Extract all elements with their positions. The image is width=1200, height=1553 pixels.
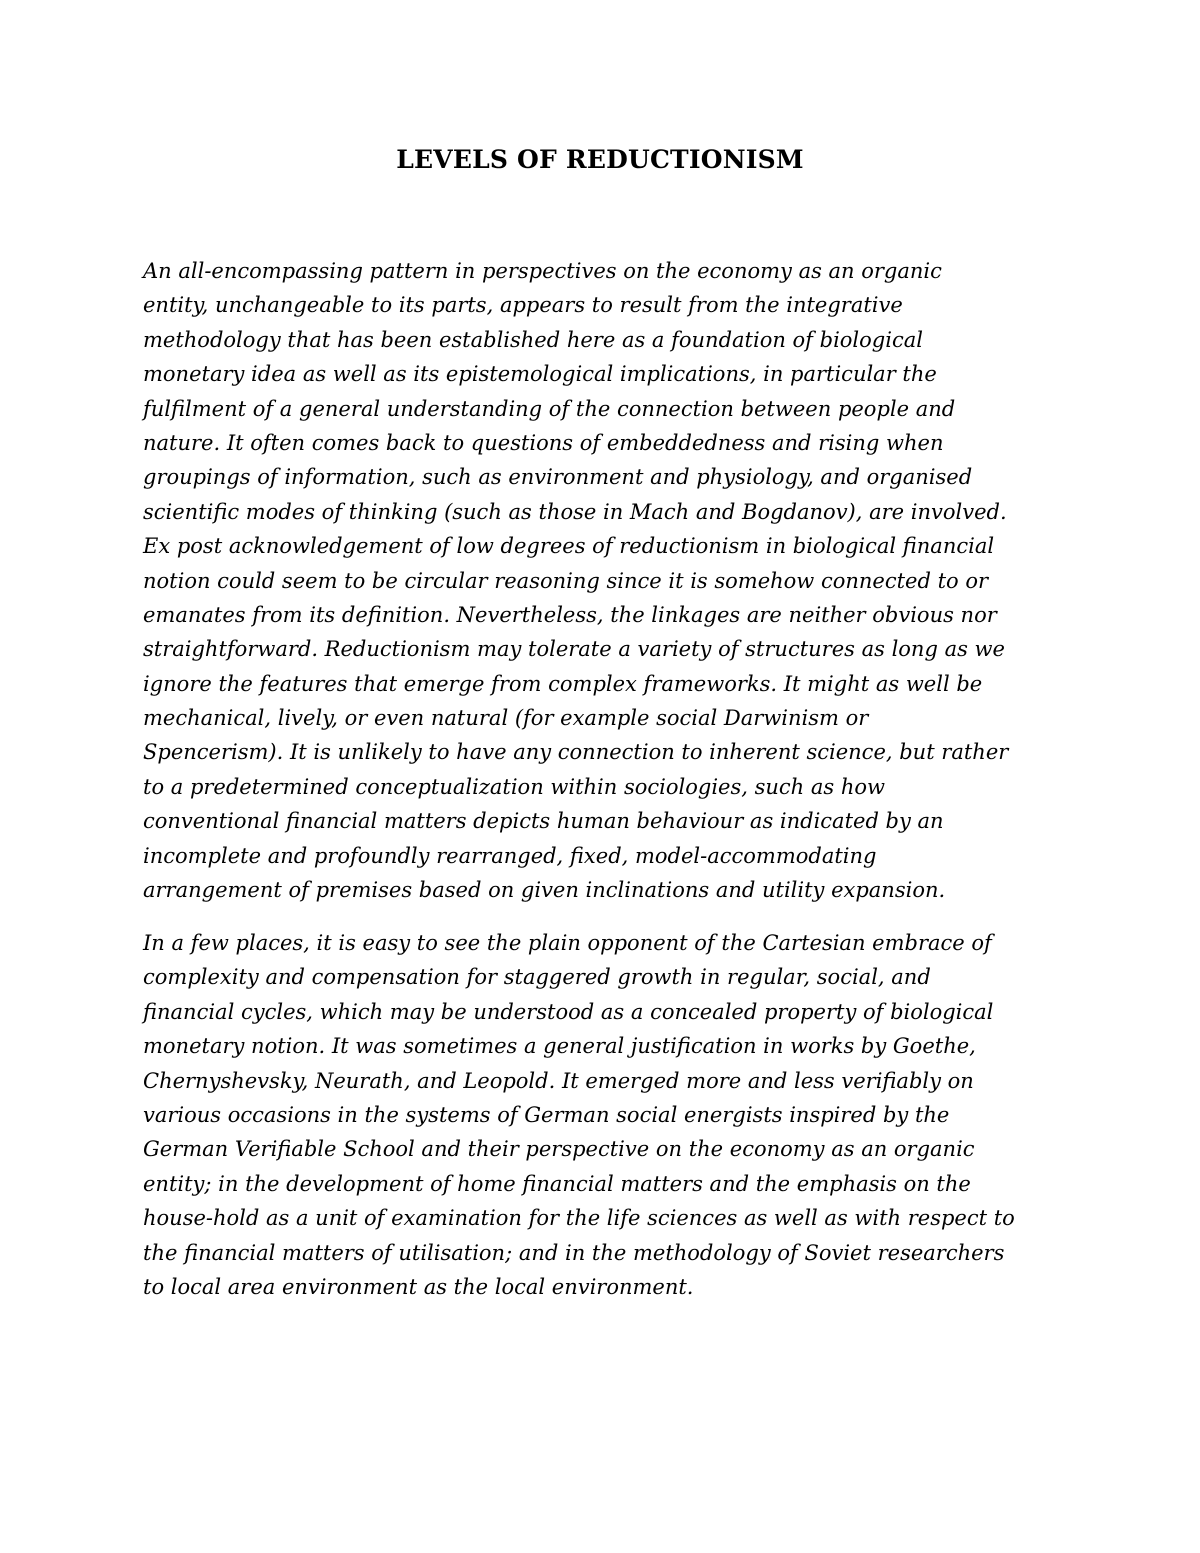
paragraph-line: scientific modes of thinking (such as those in Mach and Bogdanov), are involved. <box>143 499 1007 524</box>
paragraph-line: In a few places, it is easy to see the plain opponent of the Cartesian embrace of <box>143 931 992 955</box>
paragraph-line: complexity and compensation for staggered growth in regular, social, and <box>143 965 931 990</box>
paragraph-line: fulfilment of a general understanding of the connection between people and <box>143 396 956 421</box>
paragraph-line: emanates from its definition. Nevertheless, the linkages are neither obvious nor <box>143 602 997 627</box>
paragraph-line: the financial matters of utilisation; and in the methodology of Soviet researchers <box>143 1240 1005 1265</box>
paragraph-line: ignore the features that emerge from complex frameworks. It might as well be <box>143 671 983 696</box>
document-title: LEVELS OF REDUCTIONISM <box>396 145 804 174</box>
paragraph-line: groupings of information, such as environment and physiology, and organised <box>143 465 973 490</box>
paragraph-1 <box>143 254 1008 907</box>
paragraph-line: entity, unchangeable to its parts, appears to result from the integrative <box>143 293 903 318</box>
paragraph-line: mechanical, lively, or even natural (for example social Darwinism or <box>143 706 869 731</box>
paragraph-line: notion could seem to be circular reasoning since it is somehow connected to or <box>143 568 989 593</box>
paragraph-line: monetary notion. It was sometimes a general justification in works by Goethe, <box>143 1034 976 1059</box>
paragraph-line: entity; in the development of home financial matters and the emphasis on the <box>143 1171 971 1196</box>
paragraph-line: Ex post acknowledgement of low degrees of reductionism in biological financial <box>143 534 995 559</box>
paragraph-line: methodology that has been established here as a foundation of biological <box>143 327 923 352</box>
paragraph-line: Spencerism). It is unlikely to have any connection to inherent science, but rather <box>143 740 1009 765</box>
paragraph-line: nature. It often comes back to questions of embeddedness and rising when <box>143 430 944 455</box>
paragraph-line: incomplete and profoundly rearranged, fixed, model-accommodating <box>143 843 877 868</box>
paragraph-line: Chernyshevsky, Neurath, and Leopold. It emerged more and less verifiably on <box>143 1068 974 1093</box>
paragraph-line: arrangement of premises based on given inclinations and utility expansion. <box>143 878 946 903</box>
paragraph-line: An all-encompassing pattern in perspectives on the economy as an organic <box>143 259 942 283</box>
paragraph-line: conventional financial matters depicts human behaviour as indicated by an <box>143 809 944 834</box>
paragraph-line: monetary idea as well as its epistemological implications, in particular the <box>143 362 937 387</box>
paragraph-line: house-hold as a unit of examination for the life sciences as well as with respect to <box>143 1206 1015 1231</box>
paragraph-2 <box>143 926 1015 1304</box>
paragraph-line: financial cycles, which may be understood as a concealed property of biological <box>143 999 994 1024</box>
paragraph-line: to a predetermined conceptualization within sociologies, such as how <box>143 774 885 799</box>
paragraph-line: various occasions in the systems of German social energists inspired by the <box>143 1102 950 1127</box>
paragraph-line: to local area environment as the local environment. <box>143 1274 694 1299</box>
paragraph-line: German Verifiable School and their perspective on the economy as an organic <box>143 1137 975 1162</box>
paragraph-line: straightforward. Reductionism may tolerate a variety of structures as long as we <box>143 637 1005 662</box>
